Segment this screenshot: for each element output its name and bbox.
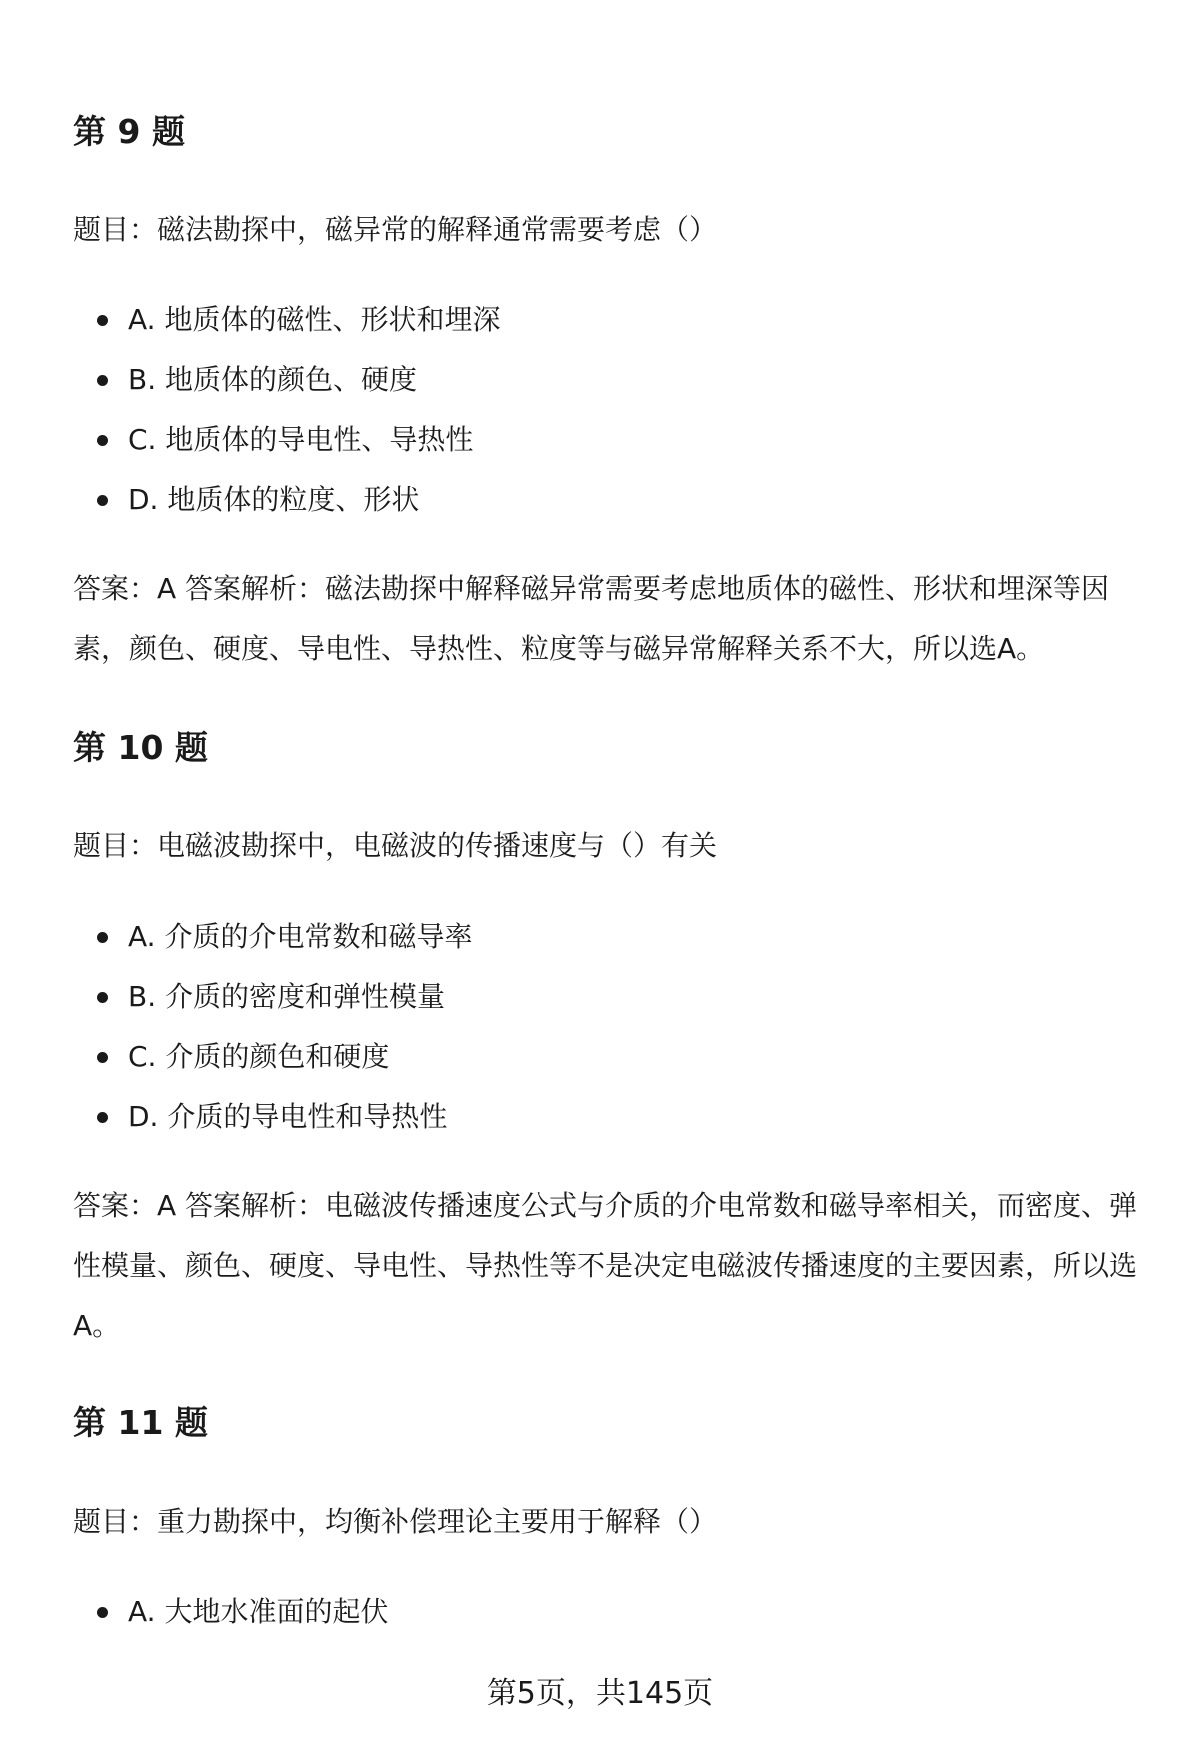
option-item (73, 420, 500, 480)
option-item (73, 1037, 472, 1097)
answer-explanation: 答案：A 答案解析：电磁波传播速度公式与介质的介电常数和磁导率相关，而密度、弹性模量、颜色、硬度、导电性、导热性等不是决定电磁波传播速度的主要因素，所以选A。 (73, 1189, 1138, 1342)
bullet-icon (97, 315, 108, 326)
option-text: D. 介质的导电性和导热性 (128, 1100, 448, 1133)
bullet-icon (97, 1607, 108, 1618)
question-title: 第 9 题 (73, 112, 185, 151)
option-text: C. 介质的颜色和硬度 (128, 1040, 390, 1073)
option-text: D. 地质体的粒度、形状 (128, 483, 420, 516)
option-text: B. 介质的密度和弹性模量 (128, 980, 446, 1013)
option-text: A. 介质的介电常数和磁导率 (128, 920, 473, 953)
bullet-icon (97, 1052, 108, 1063)
option-item (73, 300, 500, 360)
bullet-icon (97, 1112, 108, 1123)
question-title: 第 11 题 (73, 1403, 208, 1442)
option-text: B. 地质体的颜色、硬度 (128, 363, 418, 396)
option-list (73, 917, 472, 1157)
answer-explanation: 答案：A 答案解析：磁法勘探中解释磁异常需要考虑地质体的磁性、形状和埋深等因素，颜色、硬度、导电性、导热性、粒度等与磁异常解释关系不大，所以选A。 (73, 572, 1110, 665)
option-list (73, 300, 500, 540)
option-text: A. 大地水准面的起伏 (128, 1595, 389, 1628)
question-stem: 题目：磁法勘探中，磁异常的解释通常需要考虑（） (73, 213, 718, 246)
question-title: 第 10 题 (73, 728, 208, 767)
option-text: A. 地质体的磁性、形状和埋深 (128, 303, 501, 336)
bullet-icon (97, 992, 108, 1003)
question-stem: 题目：电磁波勘探中，电磁波的传播速度与（）有关 (73, 829, 718, 862)
option-item (73, 1592, 388, 1652)
option-text: C. 地质体的导电性、导热性 (128, 423, 474, 456)
bullet-icon (97, 375, 108, 386)
option-item (73, 480, 500, 540)
option-item (73, 360, 500, 420)
option-item (73, 917, 472, 977)
option-item (73, 1097, 472, 1157)
page-number: 第5页，共145页 (486, 1676, 714, 1711)
option-item (73, 977, 472, 1037)
bullet-icon (97, 435, 108, 446)
bullet-icon (97, 495, 108, 506)
question-stem: 题目：重力勘探中，均衡补偿理论主要用于解释（） (73, 1505, 718, 1538)
bullet-icon (97, 932, 108, 943)
option-list (73, 1592, 388, 1652)
